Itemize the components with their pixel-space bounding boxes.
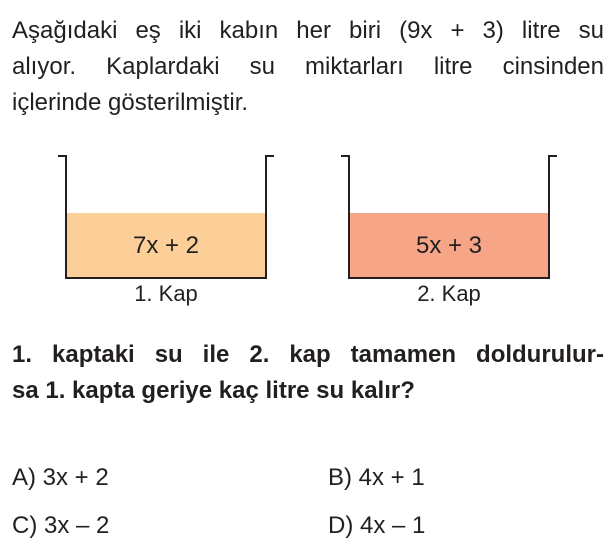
container-1-label: 1. Kap <box>134 281 198 306</box>
option-b[interactable]: B) 4x + 1 <box>328 464 425 491</box>
container-2-label: 2. Kap <box>417 281 481 306</box>
container-2-amount: 5x + 3 <box>415 232 483 259</box>
option-c[interactable]: C) 3x – 2 <box>12 512 110 539</box>
question-text <box>12 337 604 409</box>
containers-figure <box>0 150 613 320</box>
option-d[interactable]: D) 4x – 1 <box>328 512 426 539</box>
intro-line-1: Aşağıdaki eş iki kabın her biri (9x + 3) litre su <box>12 17 604 44</box>
question-line-2: sa 1. kapta geriye kaç litre su kalır? <box>12 377 415 404</box>
intro-line-2: alıyor. Kaplardaki su miktarları litre cinsinden <box>12 53 604 80</box>
option-a[interactable]: A) 3x + 2 <box>12 464 109 491</box>
question-line-1: 1. kaptaki su ile 2. kap tamamen doldurulur- <box>12 341 604 368</box>
container-1-amount: 7x + 2 <box>132 232 200 259</box>
intro-line-3: içlerinde gösterilmiştir. <box>12 89 249 116</box>
intro-text <box>12 13 604 121</box>
